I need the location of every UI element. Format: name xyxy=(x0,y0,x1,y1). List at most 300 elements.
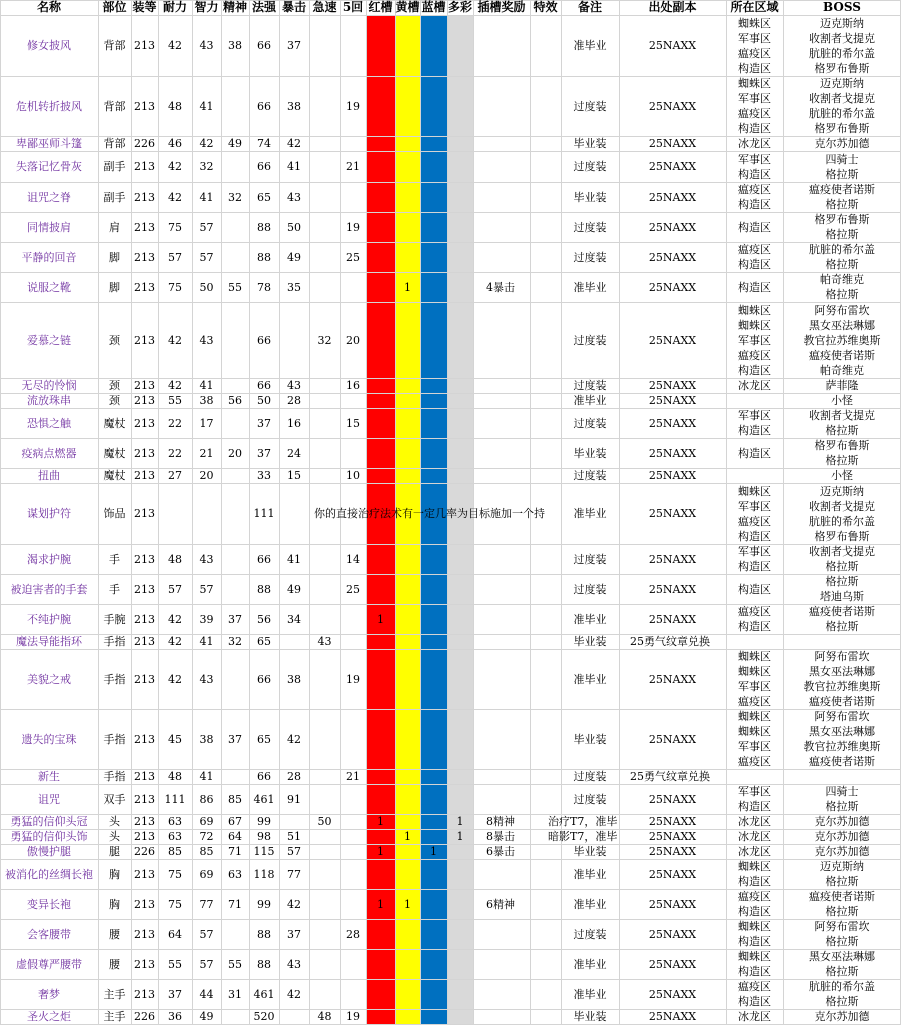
cell-haste: 48 xyxy=(317,1010,332,1023)
item-name[interactable]: 不纯护腕 xyxy=(27,612,71,626)
cell-crit: 42 xyxy=(287,897,301,911)
cell-sta: 75 xyxy=(168,220,182,234)
cell-note: 过度装 xyxy=(573,99,607,113)
row-gridline xyxy=(0,212,901,213)
item-name[interactable]: 修女披风 xyxy=(27,39,71,52)
item-name[interactable]: 失落记忆骨灰 xyxy=(16,160,82,173)
row-gridline xyxy=(0,438,901,439)
boss-cell: 肮脏的希尔盖 xyxy=(809,980,875,993)
cell-red: 1 xyxy=(377,612,384,626)
cell-int: 69 xyxy=(199,815,214,828)
cell-sta: 22 xyxy=(168,446,182,460)
cell-slot: 副手 xyxy=(103,160,126,173)
zone-cell: 构造区 xyxy=(738,363,771,377)
cell-crit: 41 xyxy=(287,160,301,173)
item-name[interactable]: 新生 xyxy=(38,770,60,783)
cell-ilvl: 213 xyxy=(134,732,155,746)
cell-source: 25NAXX xyxy=(648,507,697,520)
cell-source: 25NAXX xyxy=(648,987,697,1001)
item-name[interactable]: 被迫害者的手套 xyxy=(10,582,88,596)
boss-cell: 四骑士 xyxy=(825,785,859,798)
cell-note: 毕业装 xyxy=(573,446,607,460)
cell-haste: 50 xyxy=(317,815,332,828)
cell-source: 25NAXX xyxy=(648,137,697,150)
zone-cell: 瘟疫区 xyxy=(738,514,771,528)
cell-crit: 42 xyxy=(287,987,301,1001)
column-header: 暴击 xyxy=(281,0,306,14)
zone-cell: 瘟疫区 xyxy=(738,890,771,903)
cell-note: 准毕业 xyxy=(573,280,607,294)
cell-crit: 43 xyxy=(287,190,301,204)
zone-cell: 蜘蛛区 xyxy=(738,860,771,873)
zone-cell: 军事区 xyxy=(738,92,771,105)
zone-cell: 军事区 xyxy=(738,740,771,753)
zone-cell: 构造区 xyxy=(738,582,771,596)
cell-sp: 461 xyxy=(253,987,275,1001)
cell-ilvl: 213 xyxy=(134,552,155,566)
cell-ilvl: 213 xyxy=(134,672,155,686)
cell-meta: 1 xyxy=(456,830,464,843)
cell-int: 44 xyxy=(199,987,214,1001)
cell-crit: 43 xyxy=(287,957,301,971)
item-name[interactable]: 美貌之戒 xyxy=(27,672,71,686)
boss-cell: 格罗布鲁斯 xyxy=(814,439,870,452)
cell-int: 41 xyxy=(199,635,214,648)
cell-sta: 75 xyxy=(168,867,182,881)
cell-red: 1 xyxy=(377,815,384,828)
item-name[interactable]: 魔法导能指环 xyxy=(16,635,82,648)
cell-sp: 88 xyxy=(257,957,271,971)
item-name[interactable]: 危机转折披风 xyxy=(16,99,82,113)
cell-red: 1 xyxy=(377,845,384,858)
cell-sp: 111 xyxy=(253,507,275,520)
cell-crit: 91 xyxy=(287,792,301,806)
zone-cell: 构造区 xyxy=(738,905,771,918)
zone-cell: 构造区 xyxy=(738,424,771,437)
cell-sp: 37 xyxy=(257,446,271,460)
cell-sp: 118 xyxy=(253,867,275,881)
cell-mp5: 21 xyxy=(346,770,360,783)
cell-slot: 魔杖 xyxy=(103,469,126,482)
cell-sta: 85 xyxy=(168,845,182,858)
zone-cell: 构造区 xyxy=(738,122,771,135)
cell-sp: 66 xyxy=(257,552,271,566)
cell-sp: 66 xyxy=(257,770,271,783)
cell-sp: 65 xyxy=(257,190,271,204)
cell-spi: 64 xyxy=(228,830,242,843)
item-name[interactable]: 扭曲 xyxy=(38,469,60,482)
cell-note: 准毕业 xyxy=(573,394,607,407)
boss-cell: 克尔苏加德 xyxy=(814,815,870,828)
boss-cell: 收割者戈提克 xyxy=(809,499,875,513)
item-name[interactable]: 恐惧之触 xyxy=(27,416,71,430)
boss-cell: 黑女巫法琳娜 xyxy=(809,665,875,678)
column-header: 耐力 xyxy=(162,0,187,14)
item-name[interactable]: 渴求护腕 xyxy=(27,552,71,566)
column-header: 多彩 xyxy=(447,0,472,14)
cell-sp: 66 xyxy=(257,379,271,392)
boss-cell: 格拉斯 xyxy=(825,167,859,181)
cell-crit: 35 xyxy=(287,280,301,294)
row-gridline xyxy=(0,272,901,273)
cell-slot: 颈 xyxy=(109,333,120,347)
boss-cell: 教官拉苏维奥斯 xyxy=(803,740,881,753)
cell-slot: 手指 xyxy=(103,672,126,686)
zone-cell: 冰龙区 xyxy=(738,815,771,828)
cell-crit: 57 xyxy=(287,845,301,858)
cell-ilvl: 213 xyxy=(134,416,155,430)
cell-ilvl: 213 xyxy=(134,830,155,843)
cell-slot: 主手 xyxy=(103,987,126,1001)
cell-sp: 99 xyxy=(257,815,271,828)
boss-cell: 收割者戈提克 xyxy=(809,31,875,45)
cell-int: 42 xyxy=(199,137,214,150)
cell-note: 过度装 xyxy=(573,927,607,941)
cell-crit: 42 xyxy=(287,732,301,746)
cell-ilvl: 213 xyxy=(134,582,155,596)
cell-crit: 28 xyxy=(287,770,301,783)
column-header: BOSS xyxy=(823,0,861,14)
cell-note: 过度装 xyxy=(573,220,607,234)
cell-slot: 背部 xyxy=(103,99,126,113)
cell-effect: 治疗T7，准毕 xyxy=(548,815,618,828)
cell-sta: 75 xyxy=(168,897,182,911)
cell-source: 25勇气纹章兑换 xyxy=(630,635,710,648)
zone-cell: 蜘蛛区 xyxy=(738,665,771,678)
item-name[interactable]: 诅咒 xyxy=(38,792,60,806)
cell-mp5: 19 xyxy=(346,1010,360,1023)
item-name[interactable]: 傲慢护腿 xyxy=(27,845,71,858)
cell-sta: 42 xyxy=(168,672,182,686)
cell-sp: 66 xyxy=(257,333,271,347)
cell-sta: 37 xyxy=(168,987,182,1001)
cell-ilvl: 213 xyxy=(134,897,155,911)
cell-blue: 1 xyxy=(430,845,437,858)
cell-mp5: 19 xyxy=(346,220,360,234)
zone-cell: 构造区 xyxy=(738,875,771,888)
cell-slot: 脚 xyxy=(109,280,120,294)
item-name[interactable]: 卑鄙巫师斗篷 xyxy=(16,137,82,150)
cell-crit: 41 xyxy=(287,552,301,566)
boss-cell: 迈克斯纳 xyxy=(820,484,864,498)
cell-note: 过度装 xyxy=(573,552,607,566)
boss-cell: 瘟疫使者诺斯 xyxy=(809,695,875,708)
zone-cell: 蜘蛛区 xyxy=(738,920,771,933)
cell-mp5: 16 xyxy=(346,379,360,392)
cell-source: 25NAXX xyxy=(648,897,697,911)
cell-crit: 43 xyxy=(287,379,301,392)
boss-cell: 格拉斯 xyxy=(825,198,859,211)
boss-cell: 格拉斯 xyxy=(825,424,859,437)
cell-spi: 49 xyxy=(228,137,242,150)
boss-cell: 格拉斯 xyxy=(825,875,859,888)
item-name[interactable]: 说服之靴 xyxy=(27,280,71,294)
cell-spi: 20 xyxy=(228,446,242,460)
item-name[interactable]: 流放珠串 xyxy=(27,394,71,407)
cell-ilvl: 213 xyxy=(134,815,155,828)
zone-cell: 冰龙区 xyxy=(738,830,771,843)
cell-source: 25NAXX xyxy=(648,190,697,204)
cell-sp: 88 xyxy=(257,220,271,234)
cell-sp: 88 xyxy=(257,582,271,596)
zone-cell: 构造区 xyxy=(738,935,771,948)
zone-cell: 构造区 xyxy=(738,800,771,813)
cell-slot: 背部 xyxy=(103,137,126,150)
zone-cell: 军事区 xyxy=(738,31,771,45)
cell-int: 49 xyxy=(199,1010,214,1023)
column-header: 所在区域 xyxy=(730,0,779,14)
cell-source: 25NAXX xyxy=(648,830,697,843)
cell-slot: 手指 xyxy=(103,770,126,783)
cell-source: 25NAXX xyxy=(648,845,697,858)
boss-cell: 格拉斯 xyxy=(825,935,859,948)
zone-cell: 军事区 xyxy=(738,545,771,558)
cell-crit: 49 xyxy=(287,582,301,596)
cell-ilvl: 213 xyxy=(134,160,155,173)
cell-crit: 50 xyxy=(287,220,301,234)
zone-cell: 构造区 xyxy=(738,560,771,573)
item-name[interactable]: 诅咒之脊 xyxy=(27,190,71,204)
cell-sta: 55 xyxy=(168,394,182,407)
boss-cell: 收割者戈提克 xyxy=(809,409,875,422)
cell-int: 57 xyxy=(199,927,214,941)
item-name[interactable]: 同情披肩 xyxy=(27,220,71,234)
zone-cell: 瘟疫区 xyxy=(738,183,771,196)
column-header: 黄槽 xyxy=(395,0,420,14)
cell-source: 25NAXX xyxy=(648,250,697,264)
boss-cell: 格拉斯 xyxy=(825,620,859,633)
cell-sp: 88 xyxy=(257,250,271,264)
zone-cell: 蜘蛛区 xyxy=(738,950,771,963)
column-gridline xyxy=(309,0,310,1024)
boss-cell: 黑女巫法琳娜 xyxy=(809,725,875,738)
cell-note: 准毕业 xyxy=(573,39,607,52)
cell-int: 86 xyxy=(199,792,214,806)
cell-slot: 饰品 xyxy=(103,507,126,520)
boss-cell: 格拉斯 xyxy=(825,560,859,573)
boss-cell: 收割者戈提克 xyxy=(809,545,875,558)
cell-int: 32 xyxy=(199,160,214,173)
cell-haste: 43 xyxy=(317,635,332,648)
zone-cell: 构造区 xyxy=(738,61,771,75)
boss-cell: 格拉斯 xyxy=(825,905,859,918)
cell-mp5: 28 xyxy=(346,927,360,941)
effect-text: 你的直接治疗法术有一定几率为目标施加一个持 xyxy=(314,507,545,520)
cell-source: 25NAXX xyxy=(648,552,697,566)
zone-cell: 蜘蛛区 xyxy=(738,725,771,738)
boss-cell: 帕奇维克 xyxy=(820,273,864,286)
cell-note: 准毕业 xyxy=(573,987,607,1001)
cell-mp5: 21 xyxy=(346,160,360,173)
cell-sta: 42 xyxy=(168,612,182,626)
cell-sp: 88 xyxy=(257,927,271,941)
zone-cell: 冰龙区 xyxy=(738,1010,771,1023)
cell-ilvl: 213 xyxy=(134,770,155,783)
cell-note: 准毕业 xyxy=(573,672,607,686)
cell-crit: 16 xyxy=(287,416,301,430)
cell-note: 毕业装 xyxy=(573,137,607,150)
cell-int: 69 xyxy=(199,867,214,881)
cell-slot: 魔杖 xyxy=(103,416,126,430)
item-name[interactable]: 勇猛的信仰头饰 xyxy=(10,830,88,843)
cell-sta: 42 xyxy=(168,39,182,52)
cell-note: 准毕业 xyxy=(573,612,607,626)
cell-spi: 31 xyxy=(228,987,242,1001)
zone-cell: 蜘蛛区 xyxy=(738,303,771,317)
boss-cell: 克尔苏加德 xyxy=(814,137,870,150)
cell-source: 25NAXX xyxy=(648,394,697,407)
item-name[interactable]: 虚假尊严腰带 xyxy=(16,957,82,971)
cell-ilvl: 213 xyxy=(134,379,155,392)
cell-ilvl: 226 xyxy=(134,137,155,150)
cell-source: 25NAXX xyxy=(648,99,697,113)
boss-cell: 迈克斯纳 xyxy=(820,77,864,90)
zone-cell: 瘟疫区 xyxy=(738,605,771,618)
cell-haste: 32 xyxy=(317,333,332,347)
cell-sta: 57 xyxy=(168,582,182,596)
cell-spi: 71 xyxy=(228,897,242,911)
zone-cell: 军事区 xyxy=(738,499,771,513)
boss-cell: 格罗布鲁斯 xyxy=(814,61,870,75)
cell-sta: 27 xyxy=(168,469,182,482)
cell-source: 25NAXX xyxy=(648,469,697,482)
cell-sta: 75 xyxy=(168,280,182,294)
zone-cell: 冰龙区 xyxy=(738,845,771,858)
cell-source: 25NAXX xyxy=(648,333,697,347)
column-header: 备注 xyxy=(577,0,602,14)
zone-cell: 构造区 xyxy=(738,620,771,633)
zone-cell: 蜘蛛区 xyxy=(738,16,771,30)
item-name[interactable]: 遗失的宝珠 xyxy=(21,732,77,746)
cell-source: 25NAXX xyxy=(648,867,697,881)
cell-int: 57 xyxy=(199,220,214,234)
boss-cell: 阿努布雷坎 xyxy=(814,650,870,663)
item-name[interactable]: 无尽的怜悯 xyxy=(21,379,77,392)
cell-slot: 双手 xyxy=(103,792,126,806)
boss-cell: 瘟疫使者诺斯 xyxy=(809,348,875,362)
boss-cell: 阿努布雷坎 xyxy=(814,303,870,317)
cell-ilvl: 213 xyxy=(134,394,155,407)
item-name[interactable]: 疫病点燃器 xyxy=(21,446,77,460)
boss-cell: 阿努布雷坎 xyxy=(814,920,870,933)
zone-cell: 瘟疫区 xyxy=(738,243,771,256)
boss-cell: 帕奇维克 xyxy=(820,363,864,377)
item-name[interactable]: 奢梦 xyxy=(38,987,60,1001)
item-name[interactable]: 勇猛的信仰头冠 xyxy=(10,815,88,828)
cell-sta: 48 xyxy=(168,99,182,113)
item-name[interactable]: 平静的回音 xyxy=(21,250,77,264)
item-name[interactable]: 圣火之炬 xyxy=(27,1010,71,1023)
zone-cell: 构造区 xyxy=(738,258,771,271)
cell-crit: 42 xyxy=(287,137,301,150)
cell-sta: 42 xyxy=(168,635,182,648)
cell-int: 57 xyxy=(199,957,214,971)
cell-yellow: 1 xyxy=(404,280,411,294)
boss-cell: 格拉斯 xyxy=(825,454,859,467)
cell-spi: 38 xyxy=(228,39,242,52)
cell-meta: 1 xyxy=(456,815,464,828)
cell-source: 25NAXX xyxy=(648,379,697,392)
cell-sta: 48 xyxy=(168,770,182,783)
column-header: 装等 xyxy=(132,0,157,14)
cell-slot: 手 xyxy=(109,552,120,566)
cell-ilvl: 213 xyxy=(134,190,155,204)
item-name[interactable]: 会客腰带 xyxy=(27,927,71,941)
cell-note: 准毕业 xyxy=(573,897,607,911)
item-name[interactable]: 谋划护符 xyxy=(27,507,71,520)
column-header: 特效 xyxy=(533,0,558,14)
cell-crit: 38 xyxy=(287,672,301,686)
boss-cell: 格拉斯 xyxy=(825,800,859,813)
zone-cell: 军事区 xyxy=(738,409,771,422)
cell-spi: 37 xyxy=(228,612,242,626)
cell-sta: 111 xyxy=(164,792,186,806)
column-header: 急速 xyxy=(312,0,337,14)
zone-cell: 构造区 xyxy=(738,446,771,460)
zone-cell: 构造区 xyxy=(738,995,771,1008)
item-name[interactable]: 被消化的丝绸长袍 xyxy=(5,867,93,881)
cell-crit: 37 xyxy=(287,39,301,52)
cell-sta: 63 xyxy=(168,815,182,828)
cell-mp5: 19 xyxy=(346,99,360,113)
cell-note: 过度装 xyxy=(573,469,607,482)
cell-ilvl: 226 xyxy=(134,845,155,858)
cell-ilvl: 213 xyxy=(134,987,155,1001)
cell-int: 43 xyxy=(199,672,214,686)
cell-slot: 手腕 xyxy=(103,612,126,626)
item-name[interactable]: 变异长袍 xyxy=(27,897,71,911)
cell-mp5: 14 xyxy=(346,552,360,566)
cell-slot: 胸 xyxy=(109,867,120,881)
cell-ilvl: 213 xyxy=(134,39,155,52)
column-header: 出处副本 xyxy=(648,0,697,14)
cell-spi: 85 xyxy=(228,792,242,806)
boss-cell: 迈克斯纳 xyxy=(820,860,864,873)
cell-int: 20 xyxy=(199,469,214,482)
cell-sta: 22 xyxy=(168,416,182,430)
cell-int: 41 xyxy=(199,99,214,113)
boss-cell: 格罗布鲁斯 xyxy=(814,213,870,226)
zone-cell: 构造区 xyxy=(738,167,771,181)
zone-cell: 蜘蛛区 xyxy=(738,710,771,723)
cell-sp: 98 xyxy=(257,830,271,843)
cell-sp: 65 xyxy=(257,635,271,648)
cell-note: 过度装 xyxy=(573,379,607,392)
cell-ilvl: 213 xyxy=(134,507,155,520)
cell-int: 43 xyxy=(199,333,214,347)
boss-cell: 教官拉苏维奥斯 xyxy=(803,680,881,693)
item-name[interactable]: 爱慕之链 xyxy=(27,333,71,347)
cell-slot: 头 xyxy=(109,830,120,843)
boss-cell: 瘟疫使者诺斯 xyxy=(809,605,875,618)
boss-cell: 瘟疫使者诺斯 xyxy=(809,755,875,768)
cell-note: 毕业装 xyxy=(573,845,607,858)
zone-cell: 瘟疫区 xyxy=(738,348,771,362)
boss-cell: 收割者戈提克 xyxy=(809,92,875,105)
cell-int: 41 xyxy=(199,379,214,392)
cell-ilvl: 213 xyxy=(134,957,155,971)
cell-int: 21 xyxy=(199,446,214,460)
cell-note: 毕业装 xyxy=(573,635,607,648)
cell-mp5: 10 xyxy=(346,469,360,482)
zone-cell: 构造区 xyxy=(738,529,771,543)
cell-slot: 副手 xyxy=(103,190,126,204)
cell-spi: 32 xyxy=(228,190,242,204)
cell-sp: 66 xyxy=(257,160,271,173)
cell-sp: 99 xyxy=(257,897,271,911)
cell-crit: 15 xyxy=(287,469,301,482)
zone-cell: 瘟疫区 xyxy=(738,107,771,120)
